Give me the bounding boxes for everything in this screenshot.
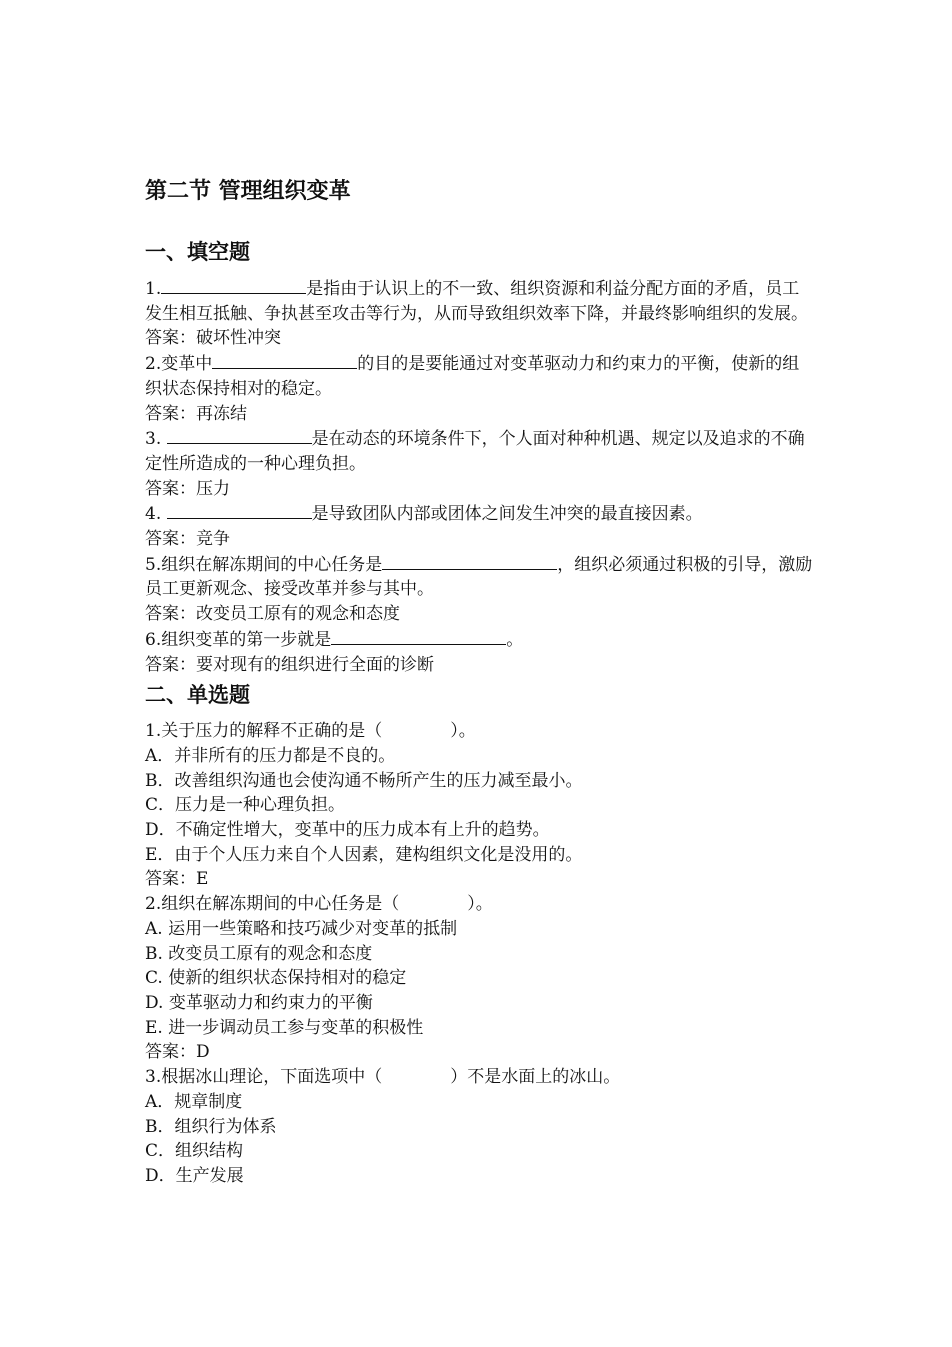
answer-line: 答案：再冻结 — [145, 403, 247, 424]
answer-blank — [167, 501, 312, 519]
option-d: D．生产发展 — [145, 1165, 244, 1186]
fill-blank-question-5 — [145, 552, 815, 627]
answer-blank — [212, 351, 357, 369]
question-text — [145, 426, 815, 476]
option-a: A．规章制度 — [145, 1091, 243, 1112]
option-b: B. 改变员工原有的观念和态度 — [145, 943, 373, 964]
question-stem: ，组织必须通过积极的引导，激励员工更新观念、接受改革并参与其中。 — [145, 554, 813, 600]
single-choice-heading: 二、单选题 — [145, 683, 250, 708]
option-d: D. 变革驱动力和约束力的平衡 — [145, 992, 373, 1013]
single-choice-question-3 — [145, 1065, 815, 1189]
question-stem: 是在动态的环境条件下，个人面对种种机遇、规定以及追求的不确定性所造成的一种心理负担。 — [145, 429, 805, 474]
question-text — [145, 552, 815, 602]
question-stem: 是指由于认识上的不一致、组织资源和利益分配方面的矛盾，员工发生相互抵触、争执甚至攻击等行为，从而导致组织效率下降，并最终影响组织的发展。 — [145, 279, 808, 324]
question-stem-before: 6.组织变革的第一步就是 — [145, 629, 332, 650]
question-text — [145, 627, 815, 653]
option-a: A. 运用一些策略和技巧减少对变革的抵制 — [145, 918, 458, 939]
question-stem: 3.根据冰山理论，下面选项中（ ）不是水面上的冰山。 — [145, 1067, 621, 1088]
fill-blank-question-2 — [145, 351, 815, 426]
question-stem: 是导致团队内部或团体之间发生冲突的最直接因素。 — [311, 504, 703, 525]
answer-line: 答案：要对现有的组织进行全面的诊断 — [145, 654, 434, 675]
question-stem: 2.组织在解冻期间的中心任务是（ ）。 — [145, 894, 493, 915]
answer-blank — [167, 426, 312, 444]
fill-blank-heading: 一、填空题 — [145, 240, 250, 264]
question-number: 3. — [145, 429, 167, 450]
option-e: E. 进一步调动员工参与变革的积极性 — [145, 1017, 424, 1038]
answer-line: 答案：改变员工原有的观念和态度 — [145, 604, 400, 625]
question-stem-before: 5.组织在解冻期间的中心任务是 — [145, 554, 383, 575]
single-choice-question-1 — [145, 719, 815, 892]
answer-line: 答案：破坏性冲突 — [145, 328, 281, 349]
question-text — [145, 351, 815, 401]
option-c: C．压力是一种心理负担。 — [145, 795, 346, 816]
question-text — [145, 501, 815, 527]
answer-line: 答案：E — [145, 869, 209, 890]
answer-blank — [382, 552, 557, 570]
fill-blank-question-4 — [145, 501, 815, 551]
option-d: D．不确定性增大，变革中的压力成本有上升的趋势。 — [145, 820, 550, 841]
question-text — [145, 276, 815, 326]
option-e: E．由于个人压力来自个人因素，建构组织文化是没用的。 — [145, 844, 583, 865]
question-stem: 的目的是要能通过对变革驱动力和约束力的平衡，使新的组织状态保持相对的稳定。 — [145, 354, 800, 399]
fill-blank-question-3 — [145, 426, 815, 501]
document-page — [145, 172, 815, 1189]
single-choice-question-2 — [145, 892, 815, 1065]
section-title: 第二节 管理组织变革 — [145, 179, 351, 204]
question-stem-before: 2.变革中 — [145, 354, 213, 375]
option-c: C. 使新的组织状态保持相对的稳定 — [145, 968, 407, 989]
option-b: B．组织行为体系 — [145, 1116, 277, 1137]
question-stem: 。 — [506, 629, 524, 650]
answer-line: 答案：竞争 — [145, 529, 230, 550]
option-a: A．并非所有的压力都是不良的。 — [145, 745, 396, 766]
answer-blank — [161, 276, 306, 294]
option-b: B．改善组织沟通也会使沟通不畅所产生的压力减至最小。 — [145, 770, 583, 791]
question-number: 4. — [145, 504, 167, 525]
answer-blank — [331, 627, 506, 645]
question-number: 1. — [145, 279, 162, 299]
question-stem: 1.关于压力的解释不正确的是（ ）。 — [145, 721, 476, 742]
option-c: C．组织结构 — [145, 1141, 244, 1162]
fill-blank-question-1 — [145, 276, 815, 351]
fill-blank-question-6 — [145, 627, 815, 677]
answer-line: 答案：D — [145, 1042, 210, 1063]
answer-line: 答案：压力 — [145, 478, 230, 499]
